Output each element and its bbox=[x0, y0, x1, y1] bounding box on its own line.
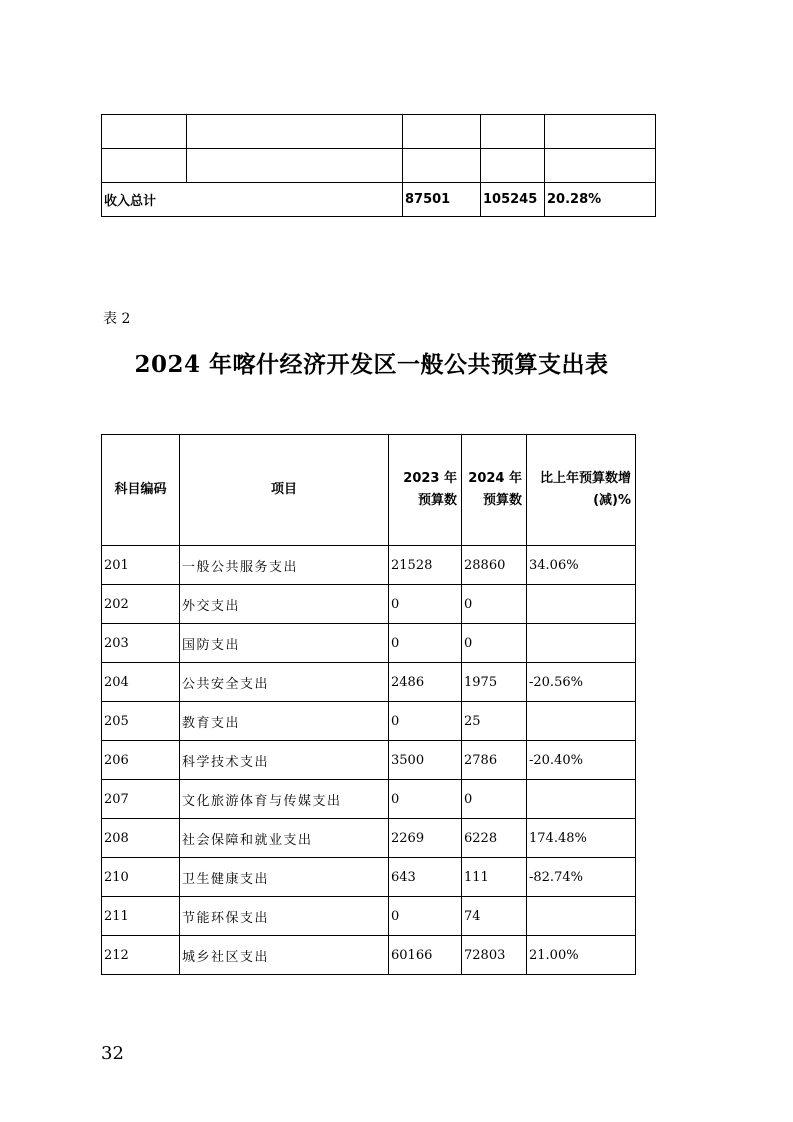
table-row bbox=[102, 546, 636, 585]
row-item: 科学技术支出 bbox=[180, 741, 389, 780]
table-row bbox=[102, 741, 636, 780]
row-change: -20.56% bbox=[527, 663, 636, 702]
row-change: -82.74% bbox=[527, 858, 636, 897]
row-code: 206 bbox=[102, 741, 180, 780]
row-budget-2023: 0 bbox=[389, 897, 462, 936]
row-budget-2024: 111 bbox=[462, 858, 527, 897]
page-title: 2024 年喀什经济开发区一般公共预算支出表 bbox=[134, 351, 609, 378]
row-budget-2024: 2786 bbox=[462, 741, 527, 780]
table-cell bbox=[403, 115, 481, 149]
income-table-continuation bbox=[101, 114, 656, 217]
row-budget-2024: 0 bbox=[462, 780, 527, 819]
row-item: 公共安全支出 bbox=[180, 663, 389, 702]
row-change bbox=[527, 897, 636, 936]
header-change: 比上年预算数增(减)% bbox=[527, 435, 636, 546]
row-item: 社会保障和就业支出 bbox=[180, 819, 389, 858]
table-cell bbox=[187, 115, 403, 149]
table-row bbox=[102, 663, 636, 702]
row-item: 教育支出 bbox=[180, 702, 389, 741]
table-header-row bbox=[102, 435, 636, 546]
row-item: 文化旅游体育与传媒支出 bbox=[180, 780, 389, 819]
row-budget-2024: 0 bbox=[462, 585, 527, 624]
income-total-2024: 105245 bbox=[481, 183, 545, 217]
row-change bbox=[527, 702, 636, 741]
table-cell bbox=[545, 115, 656, 149]
row-code: 205 bbox=[102, 702, 180, 741]
row-budget-2024: 28860 bbox=[462, 546, 527, 585]
row-budget-2023: 643 bbox=[389, 858, 462, 897]
row-change bbox=[527, 585, 636, 624]
table-row bbox=[102, 858, 636, 897]
table-row bbox=[102, 702, 636, 741]
row-code: 204 bbox=[102, 663, 180, 702]
table-cell bbox=[102, 115, 187, 149]
row-change: -20.40% bbox=[527, 741, 636, 780]
row-budget-2024: 25 bbox=[462, 702, 527, 741]
row-change: 174.48% bbox=[527, 819, 636, 858]
row-budget-2024: 1975 bbox=[462, 663, 527, 702]
row-code: 212 bbox=[102, 936, 180, 975]
header-budget-2023: 2023 年预算数 bbox=[389, 435, 462, 546]
table-row bbox=[102, 585, 636, 624]
income-total-row bbox=[102, 183, 656, 217]
row-budget-2024: 6228 bbox=[462, 819, 527, 858]
row-change bbox=[527, 624, 636, 663]
row-budget-2023: 21528 bbox=[389, 546, 462, 585]
row-code: 210 bbox=[102, 858, 180, 897]
row-item: 卫生健康支出 bbox=[180, 858, 389, 897]
table-cell bbox=[481, 115, 545, 149]
header-budget-2024: 2024 年预算数 bbox=[462, 435, 527, 546]
row-budget-2024: 72803 bbox=[462, 936, 527, 975]
row-budget-2023: 0 bbox=[389, 702, 462, 741]
row-item: 城乡社区支出 bbox=[180, 936, 389, 975]
header-code: 科目编码 bbox=[102, 435, 180, 546]
row-budget-2023: 2486 bbox=[389, 663, 462, 702]
row-code: 202 bbox=[102, 585, 180, 624]
row-code: 211 bbox=[102, 897, 180, 936]
row-code: 207 bbox=[102, 780, 180, 819]
row-budget-2024: 74 bbox=[462, 897, 527, 936]
table-row bbox=[102, 897, 636, 936]
row-budget-2023: 0 bbox=[389, 780, 462, 819]
row-change bbox=[527, 780, 636, 819]
table-label: 表 2 bbox=[103, 311, 131, 327]
table-cell bbox=[403, 149, 481, 183]
income-total-2023: 87501 bbox=[403, 183, 481, 217]
row-code: 203 bbox=[102, 624, 180, 663]
row-change: 21.00% bbox=[527, 936, 636, 975]
row-budget-2023: 60166 bbox=[389, 936, 462, 975]
table-row bbox=[102, 115, 656, 149]
expenditure-table bbox=[101, 434, 636, 975]
income-total-change: 20.28% bbox=[545, 183, 656, 217]
row-budget-2024: 0 bbox=[462, 624, 527, 663]
row-item: 外交支出 bbox=[180, 585, 389, 624]
header-item: 项目 bbox=[180, 435, 389, 546]
page-number: 32 bbox=[101, 1043, 124, 1064]
row-code: 208 bbox=[102, 819, 180, 858]
row-budget-2023: 2269 bbox=[389, 819, 462, 858]
table-cell bbox=[481, 149, 545, 183]
row-budget-2023: 3500 bbox=[389, 741, 462, 780]
row-budget-2023: 0 bbox=[389, 624, 462, 663]
table-cell bbox=[187, 149, 403, 183]
table-row bbox=[102, 819, 636, 858]
row-budget-2023: 0 bbox=[389, 585, 462, 624]
table-cell bbox=[545, 149, 656, 183]
row-item: 国防支出 bbox=[180, 624, 389, 663]
income-total-label: 收入总计 bbox=[102, 183, 403, 217]
row-code: 201 bbox=[102, 546, 180, 585]
row-change: 34.06% bbox=[527, 546, 636, 585]
row-item: 一般公共服务支出 bbox=[180, 546, 389, 585]
table-row bbox=[102, 936, 636, 975]
table-row bbox=[102, 149, 656, 183]
table-row bbox=[102, 780, 636, 819]
table-row bbox=[102, 624, 636, 663]
row-item: 节能环保支出 bbox=[180, 897, 389, 936]
table-cell bbox=[102, 149, 187, 183]
